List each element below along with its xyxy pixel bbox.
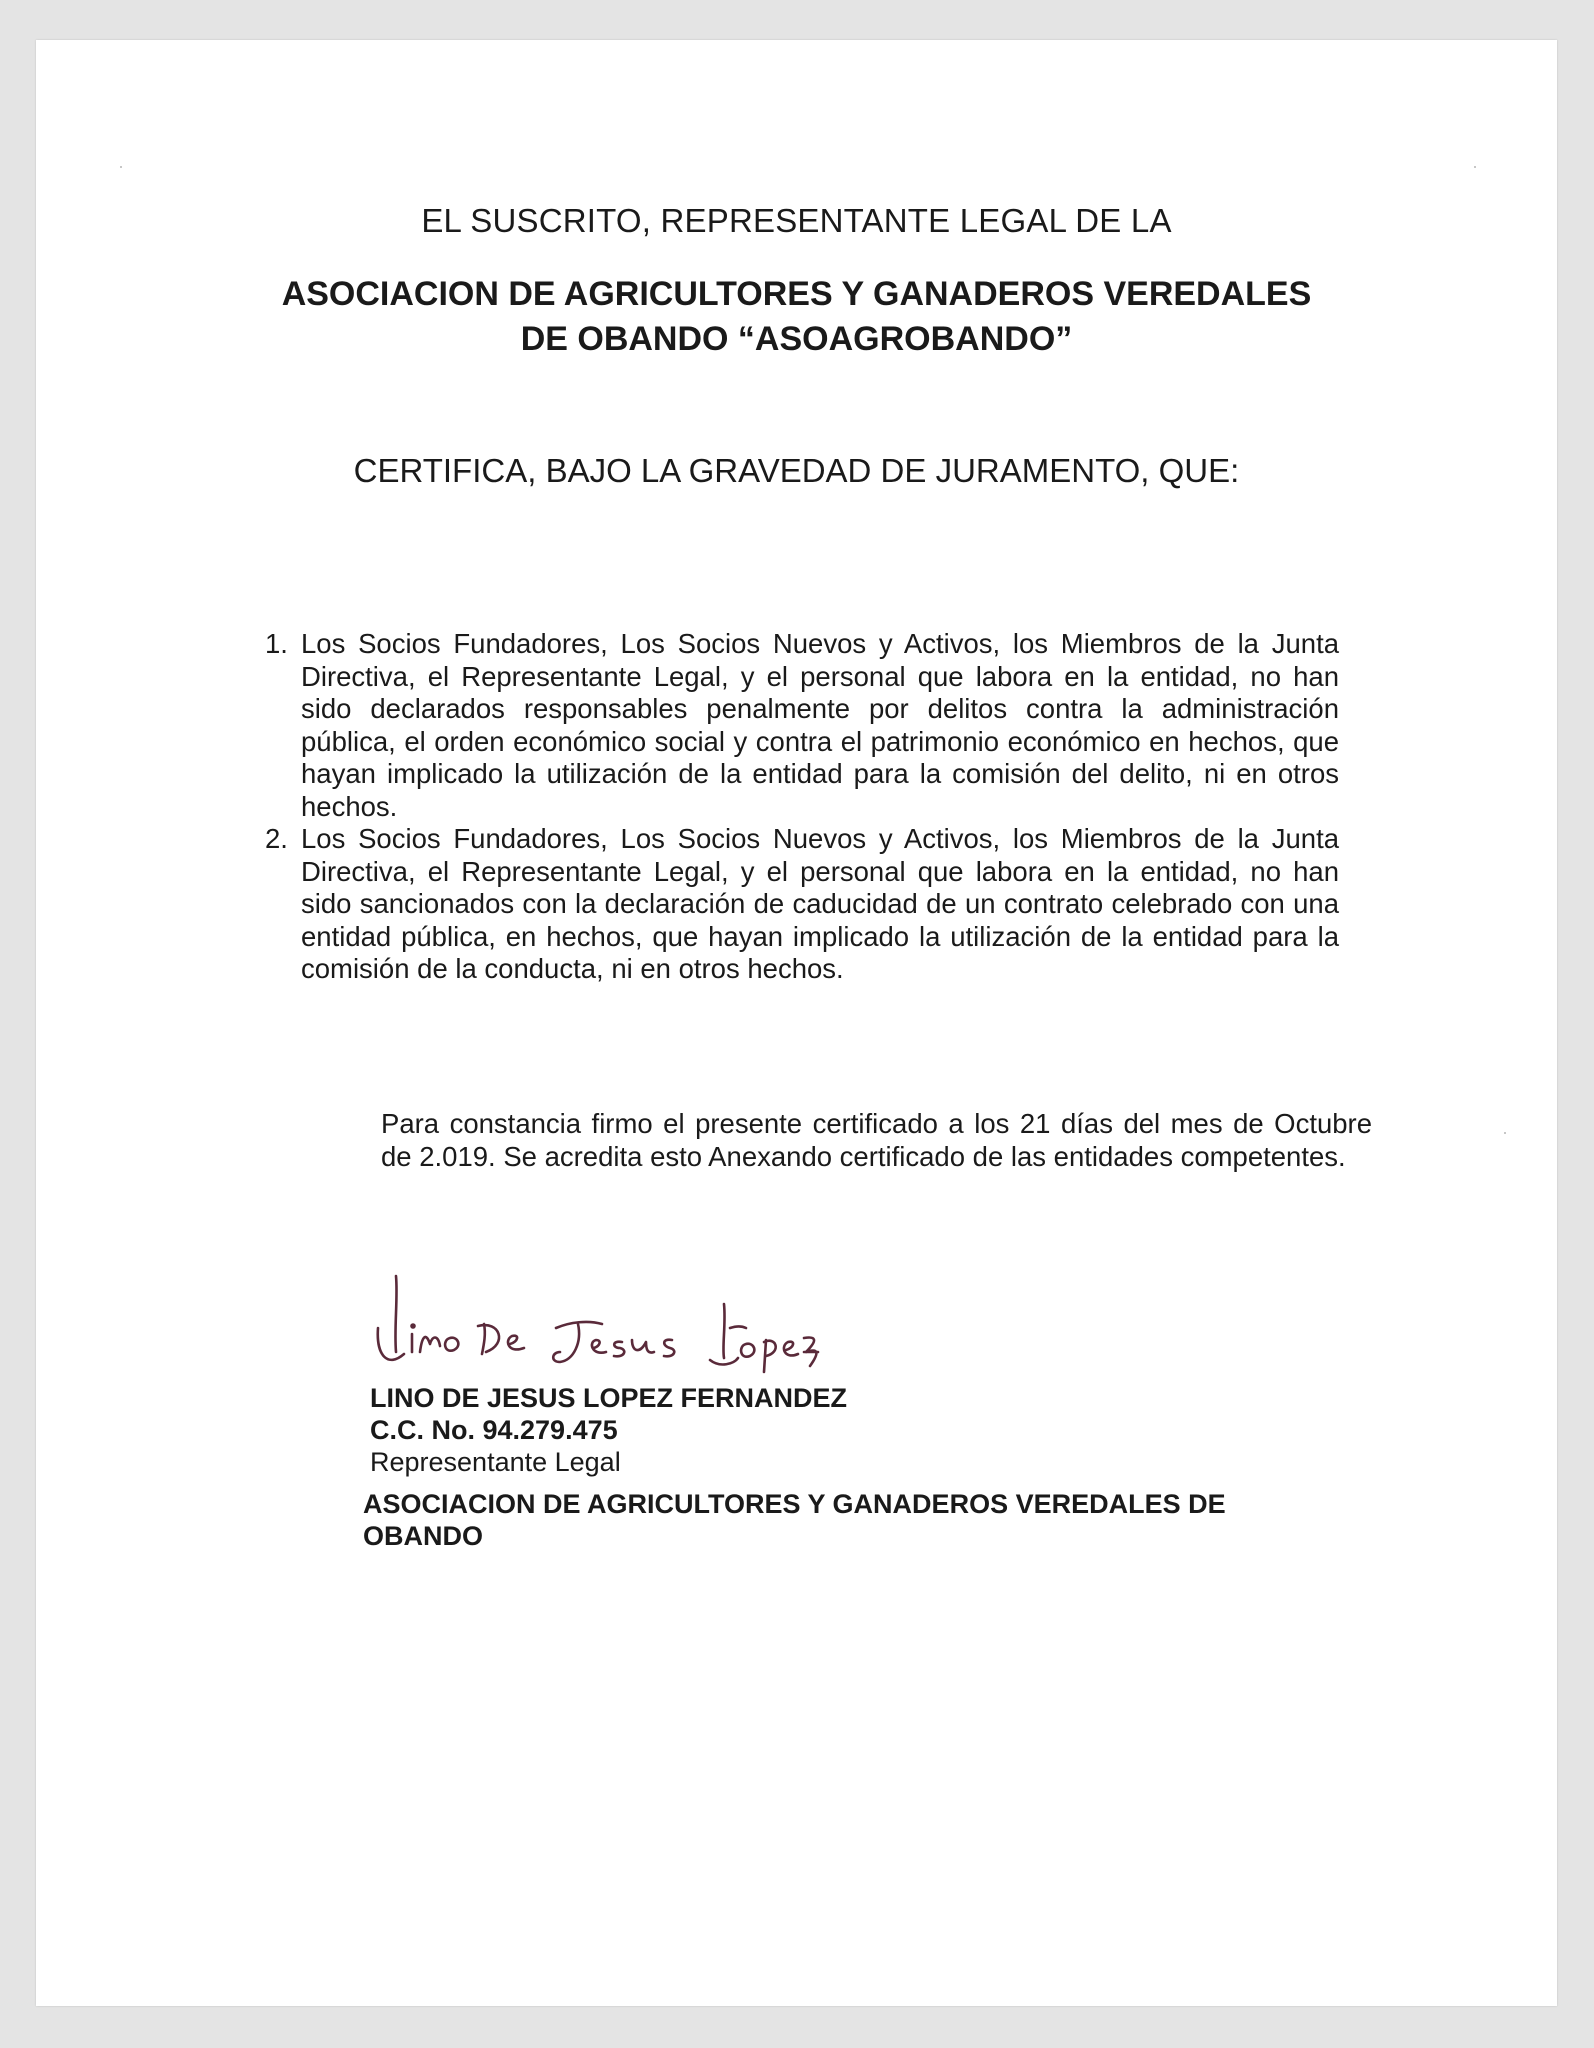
list-item-number: 2.	[265, 823, 288, 854]
signatory-id: C.C. No. 94.279.475	[370, 1415, 618, 1445]
organization-title-line2: DE OBANDO “ASOAGROBANDO”	[520, 320, 1073, 358]
scan-speck	[120, 166, 122, 168]
list-item-text: Los Socios Fundadores, Los Socios Nuevos y Activos, los Miembros de la Junta Directiva, el Representante Legal, y el personal que labora en la entidad, no han sido declarados responsables penalmente por delitos contra la administración pública, el orden económico social y contra el patrimonio económico en hechos, que hayan implicado la utilización de la entidad para la comisión del delito, ni en otros hechos.	[301, 628, 1339, 822]
handwritten-signature	[374, 1268, 874, 1388]
list-item-text: Los Socios Fundadores, Los Socios Nuevos y Activos, los Miembros de la Junta Directiva, el Representante Legal, y el personal que labora en la entidad, no han sido sancionados con la declaración de caducidad de un contrato celebrado con una entidad pública, en hechos, que hayan implicado la utilización de la entidad para la comisión de la conducta, ni en otros hechos.	[301, 823, 1339, 984]
closing-paragraph: Para constancia firmo el presente certificado a los 21 días del mes de Octubre de 2.019. Se acredita esto Anexando certificado de las entidades competentes.	[381, 1108, 1372, 1172]
signatory-name: LINO DE JESUS LOPEZ FERNANDEZ	[370, 1383, 848, 1413]
certification-list	[265, 628, 1339, 986]
scan-speck	[1504, 1132, 1506, 1134]
list-item-number: 1.	[265, 628, 288, 659]
header-line: EL SUSCRITO, REPRESENTANTE LEGAL DE LA	[421, 202, 1172, 239]
certifies-heading: CERTIFICA, BAJO LA GRAVEDAD DE JURAMENTO, QUE:	[353, 452, 1240, 489]
signatory-organization-line2: OBANDO	[363, 1521, 483, 1551]
signatory-organization-line1: ASOCIACION DE AGRICULTORES Y GANADEROS VEREDALES DE	[363, 1489, 1226, 1519]
signatory-block	[370, 1382, 847, 1478]
signatory-role: Representante Legal	[370, 1447, 621, 1477]
document-page	[36, 40, 1557, 2006]
signatory-organization	[363, 1488, 1363, 1552]
organization-title	[36, 272, 1557, 362]
organization-title-line1: ASOCIACION DE AGRICULTORES Y GANADEROS VEREDALES	[281, 275, 1312, 313]
list-item	[265, 823, 1339, 986]
scan-speck	[1474, 166, 1476, 168]
list-item	[265, 628, 1339, 823]
